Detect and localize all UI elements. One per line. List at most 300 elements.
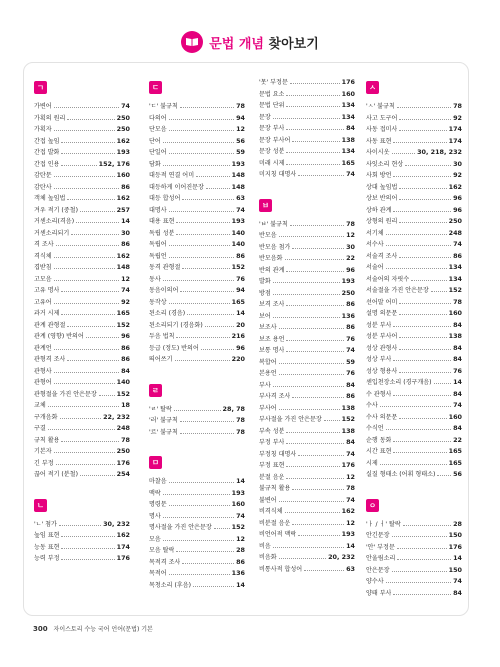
index-entry xyxy=(149,147,245,159)
entry-page-number: 150 xyxy=(448,531,462,539)
entry-page-number: 94 xyxy=(236,286,245,294)
entry-page-number: 12 xyxy=(121,274,130,283)
entry-term: 동격 관형절 xyxy=(149,264,181,271)
page-number: 300 xyxy=(33,625,48,633)
entry-page-number: 92 xyxy=(121,297,130,306)
entry-page-number: 28, 78 xyxy=(222,404,245,413)
section-letter-badge: ㅇ xyxy=(366,499,379,512)
index-entry xyxy=(366,377,462,389)
entry-term: 대등 합성어 xyxy=(149,195,181,202)
entry-page-number: 152 xyxy=(448,286,462,294)
entry-page-number: 162 xyxy=(116,194,130,202)
index-entry xyxy=(34,101,130,113)
entry-term: 능동 표현 xyxy=(34,543,60,551)
index-entry xyxy=(366,274,462,286)
dot-leader xyxy=(286,100,339,107)
entry-page-number: 162 xyxy=(116,251,130,260)
entry-page-number: 165 xyxy=(448,458,462,467)
entry-term: 사고 도구어 xyxy=(366,114,398,122)
entry-term: 수사 xyxy=(366,402,378,409)
index-entry xyxy=(149,124,245,136)
dot-leader xyxy=(393,205,451,212)
entry-page-number: 160 xyxy=(448,309,462,317)
entry-page-number: 86 xyxy=(121,240,130,248)
entry-page-number: 76 xyxy=(236,274,245,283)
index-entry xyxy=(149,182,245,194)
index-entry xyxy=(366,343,462,355)
entry-term: 등급 (정도) 반의어 xyxy=(149,344,199,352)
dot-leader xyxy=(403,519,451,526)
dot-leader xyxy=(386,423,451,430)
entry-term: 가획의 원리 xyxy=(34,114,66,122)
entry-page-number: 78 xyxy=(236,427,245,436)
entry-term: 센입천장소리 (경구개음) xyxy=(366,379,432,386)
index-entry xyxy=(34,216,130,228)
entry-page-number: 96 xyxy=(453,194,462,202)
entry-page-number: 152 xyxy=(341,415,355,423)
entry-page-number: 250 xyxy=(116,113,130,122)
index-entry xyxy=(259,391,355,403)
entry-page-number: 22, 232 xyxy=(103,412,130,421)
entry-term: 가변어 xyxy=(34,103,52,110)
entry-term: 두음 법칙 xyxy=(149,333,175,340)
entry-term: 'ㅏ / ㅓ' 탈락 xyxy=(366,520,401,528)
entry-page-number: 30, 232 xyxy=(103,519,130,528)
dot-leader xyxy=(205,320,234,327)
entry-term: 사이시옷 xyxy=(366,149,390,156)
entry-term: 겹받침 xyxy=(34,264,52,271)
dot-leader xyxy=(286,158,339,165)
index-column-3 xyxy=(259,77,355,575)
index-entry xyxy=(259,380,355,392)
index-entry xyxy=(259,100,355,112)
index-entry xyxy=(149,308,245,320)
dot-leader xyxy=(399,308,446,315)
index-entry xyxy=(259,495,355,507)
index-entry xyxy=(149,113,245,125)
entry-page-number: 254 xyxy=(116,470,130,478)
entry-term: 양태 부사 xyxy=(366,589,392,597)
entry-term: 서기체 xyxy=(366,229,384,237)
entry-page-number: 78 xyxy=(346,219,355,228)
index-entry xyxy=(366,285,462,297)
entry-term: 맥락 xyxy=(149,489,161,497)
entry-page-number: 176 xyxy=(448,542,462,551)
section-gap xyxy=(259,181,355,195)
dot-leader xyxy=(163,274,234,281)
entry-term: 비언어적 맥락 xyxy=(259,531,297,538)
dot-leader xyxy=(67,354,119,361)
index-entry xyxy=(259,288,355,300)
page-footer xyxy=(33,624,153,633)
entry-term: 단일어 xyxy=(149,149,167,156)
entry-term: 'ㄴ' 첨가 xyxy=(34,520,57,528)
dot-leader xyxy=(67,193,114,200)
index-entry xyxy=(259,219,355,231)
entry-term: '르' 불규칙 xyxy=(149,428,178,436)
entry-term: 서수사 xyxy=(366,241,384,248)
dot-leader xyxy=(399,297,451,304)
section-letter-badge: ㄷ xyxy=(149,81,162,94)
dot-leader xyxy=(80,469,115,476)
index-entry xyxy=(366,389,462,401)
entry-term: 방점 xyxy=(259,289,271,297)
dot-leader xyxy=(201,343,234,350)
dot-leader xyxy=(61,542,114,549)
entry-term: 미래 시제 xyxy=(259,159,285,167)
index-entry xyxy=(366,182,462,194)
entry-page-number: 84 xyxy=(453,588,462,597)
dot-leader xyxy=(61,435,119,442)
entry-page-number: 250 xyxy=(116,447,130,455)
entry-page-number: 84 xyxy=(346,380,355,389)
entry-page-number: 86 xyxy=(236,557,245,566)
entry-page-number: 84 xyxy=(453,389,462,398)
dot-leader xyxy=(180,101,234,108)
dot-leader xyxy=(380,400,451,407)
entry-term: 모음 xyxy=(149,535,161,543)
index-entry xyxy=(34,400,130,412)
entry-page-number: 28 xyxy=(453,519,462,528)
entry-term: 성상 부사 xyxy=(366,356,392,363)
dot-leader xyxy=(399,113,451,120)
entry-page-number: 152, 176 xyxy=(98,159,130,168)
index-entry xyxy=(259,460,355,472)
dot-leader xyxy=(80,205,115,212)
dot-leader xyxy=(273,541,344,548)
dot-leader xyxy=(71,228,119,235)
entry-page-number: 136 xyxy=(231,569,245,577)
entry-term: 관계언 xyxy=(34,344,52,352)
entry-term: 반모음 xyxy=(259,232,277,239)
index-entry xyxy=(149,101,245,113)
entry-page-number: 74 xyxy=(346,170,355,178)
entry-term: 'ㄷ' 불규칙 xyxy=(149,103,178,110)
entry-page-number: 193 xyxy=(341,277,355,285)
dot-leader xyxy=(279,368,344,375)
dot-leader xyxy=(54,446,115,453)
index-entry xyxy=(149,297,245,309)
index-entry xyxy=(149,159,245,171)
index-entry xyxy=(366,228,462,240)
entry-term: 동작상 xyxy=(149,298,167,306)
index-entry xyxy=(149,320,245,332)
entry-term: 비음화 xyxy=(259,554,277,561)
entry-page-number: 84 xyxy=(346,438,355,446)
entry-page-number: 176 xyxy=(116,458,130,467)
entry-page-number: 160 xyxy=(448,412,462,421)
entry-term: 시간 표현 xyxy=(366,448,392,455)
dot-leader xyxy=(399,216,446,223)
index-entry xyxy=(34,412,130,424)
entry-term: 띄어쓰기 xyxy=(149,356,173,363)
entry-page-number: 86 xyxy=(346,300,355,308)
entry-page-number: 176 xyxy=(341,78,355,86)
entry-term: 고모음 xyxy=(34,275,52,283)
entry-term: 겨우 적기 (중철) xyxy=(34,206,78,214)
dot-leader xyxy=(169,297,230,304)
entry-term: 간접 높임 xyxy=(34,137,60,145)
index-entry xyxy=(34,446,130,458)
entry-page-number: 165 xyxy=(231,297,245,306)
index-entry xyxy=(259,77,355,89)
index-entry xyxy=(259,230,355,242)
dot-leader xyxy=(292,242,344,249)
index-entry xyxy=(366,458,462,470)
entry-page-number: 148 xyxy=(116,263,130,271)
entry-page-number: 134 xyxy=(448,263,462,271)
entry-term: 비분절 음운 xyxy=(259,519,291,527)
entry-term: 서술어 xyxy=(366,264,384,271)
entry-page-number: 150 xyxy=(448,565,462,574)
entry-term: 문장 성분 xyxy=(259,148,285,155)
entry-page-number: 14 xyxy=(453,554,462,562)
dot-leader xyxy=(279,357,344,364)
dot-leader xyxy=(54,274,119,281)
dot-leader xyxy=(386,576,451,583)
entry-page-number: 74 xyxy=(346,495,355,504)
index-entry xyxy=(149,568,245,580)
entry-page-number: 92 xyxy=(453,171,462,179)
entry-term: 본용언 xyxy=(259,370,277,377)
dot-leader xyxy=(397,553,451,560)
index-entry xyxy=(149,170,245,182)
index-entry xyxy=(259,357,355,369)
index-entry xyxy=(259,112,355,124)
entry-page-number: 22 xyxy=(453,435,462,444)
entry-page-number: 174 xyxy=(448,125,462,133)
section-letter-badge: ㄱ xyxy=(34,81,47,94)
entry-term: 보통 명사 xyxy=(259,347,285,354)
title-part-concept: 개념 xyxy=(238,36,264,52)
dot-leader xyxy=(169,205,234,212)
dot-leader xyxy=(393,389,451,396)
section-gap xyxy=(366,481,462,495)
entry-term: 상하 관계 xyxy=(366,206,392,214)
index-entry xyxy=(259,414,355,426)
dot-leader xyxy=(59,519,101,526)
dot-leader xyxy=(286,426,339,433)
index-entry xyxy=(149,522,245,534)
entry-page-number: 78 xyxy=(121,435,130,444)
entry-page-number: 193 xyxy=(116,148,130,156)
entry-page-number: 78 xyxy=(453,297,462,306)
dot-leader xyxy=(182,193,234,200)
dot-leader xyxy=(399,343,451,350)
page-header xyxy=(0,30,500,54)
entry-page-number: 148 xyxy=(231,182,245,191)
index-entry xyxy=(366,297,462,309)
dot-leader xyxy=(273,380,344,387)
dot-leader xyxy=(286,460,339,467)
dot-leader xyxy=(54,251,115,258)
entry-page-number: 84 xyxy=(453,355,462,363)
dot-leader xyxy=(214,522,230,529)
index-entry xyxy=(34,113,130,125)
index-entry xyxy=(366,320,462,332)
entry-page-number: 160 xyxy=(231,500,245,508)
index-entry xyxy=(366,423,462,435)
index-entry xyxy=(149,557,245,569)
entry-page-number: 14 xyxy=(236,477,245,485)
dot-leader xyxy=(61,136,114,143)
index-entry xyxy=(259,403,355,415)
dot-leader xyxy=(54,170,115,177)
entry-page-number: 59 xyxy=(236,148,245,156)
entry-term: 목적격 조사 xyxy=(149,558,181,566)
entry-page-number: 76 xyxy=(453,366,462,375)
dot-leader xyxy=(180,415,234,422)
dot-leader xyxy=(279,552,326,559)
entry-term: 불변어 xyxy=(259,496,277,504)
entry-term: 양수사 xyxy=(366,578,384,585)
dot-leader xyxy=(180,285,234,292)
entry-page-number: 74 xyxy=(236,511,245,520)
entry-page-number: 86 xyxy=(346,392,355,400)
dot-leader xyxy=(169,499,230,506)
entry-page-number: 76 xyxy=(346,369,355,377)
entry-page-number: 30, 218, 232 xyxy=(417,148,462,156)
index-entry xyxy=(34,435,130,447)
entry-page-number: 14 xyxy=(236,580,245,589)
dot-leader xyxy=(393,588,451,595)
entry-page-number: 78 xyxy=(236,416,245,424)
index-entry xyxy=(259,146,355,158)
dot-leader xyxy=(279,322,344,329)
entry-page-number: 193 xyxy=(231,488,245,497)
dot-leader xyxy=(298,449,344,456)
entry-term: 부정칭 대명사 xyxy=(259,450,297,458)
dot-leader xyxy=(386,228,447,235)
dot-leader xyxy=(286,265,344,272)
index-entry xyxy=(366,530,462,542)
dot-leader xyxy=(399,366,451,373)
entry-term: 부사격 조사 xyxy=(259,393,291,400)
entry-term: 시제 xyxy=(366,459,378,467)
index-entry xyxy=(34,251,130,263)
index-entry xyxy=(149,404,245,416)
dot-leader xyxy=(169,113,234,120)
entry-term: 사동 표현 xyxy=(366,137,392,145)
dot-leader xyxy=(163,159,230,166)
dot-leader xyxy=(286,123,344,130)
entry-term: 분절 음운 xyxy=(259,473,285,481)
dot-leader xyxy=(169,251,234,258)
dot-leader xyxy=(196,170,230,177)
entry-term: 명사절을 가진 안은문장 xyxy=(149,524,212,531)
dot-leader xyxy=(399,193,451,200)
entry-term: 'ㄹ' 탈락 xyxy=(149,405,172,413)
index-entry xyxy=(366,412,462,424)
dot-leader xyxy=(392,147,416,154)
dot-leader xyxy=(175,354,230,361)
index-entry xyxy=(34,343,130,355)
entry-term: 성분 부사 xyxy=(366,321,392,329)
dot-leader xyxy=(393,320,451,327)
dot-leader xyxy=(54,366,119,373)
entry-page-number: 14 xyxy=(121,217,130,225)
index-entry xyxy=(149,534,245,546)
index-entry xyxy=(34,320,130,332)
entry-term: 복합어 xyxy=(259,358,277,366)
index-entry xyxy=(259,368,355,380)
page-title xyxy=(209,33,319,52)
dot-leader xyxy=(397,542,447,549)
entry-term: 사잇소리 현상 xyxy=(366,160,404,168)
dot-leader xyxy=(182,262,229,269)
index-entry xyxy=(259,276,355,288)
index-entry xyxy=(149,427,245,439)
entry-term: 보격 조사 xyxy=(259,301,285,308)
dot-leader xyxy=(286,299,344,306)
entry-page-number: 140 xyxy=(116,378,130,386)
dot-leader xyxy=(56,458,115,465)
section-gap xyxy=(149,366,245,380)
entry-page-number: 84 xyxy=(346,124,355,132)
index-entry xyxy=(34,530,130,542)
entry-page-number: 248 xyxy=(116,424,130,432)
entry-term: 구개음화 xyxy=(34,413,58,421)
entry-page-number: 138 xyxy=(448,332,462,340)
entry-term: 문법 단위 xyxy=(259,102,285,109)
dot-leader xyxy=(60,412,102,419)
index-entry xyxy=(34,297,130,309)
dot-leader xyxy=(273,311,340,318)
entry-page-number: 220 xyxy=(231,355,245,363)
entry-term: 수식언 xyxy=(366,425,384,432)
dot-leader xyxy=(386,239,451,246)
entry-term: 관형어 xyxy=(34,379,52,386)
entry-term: 문법 요소 xyxy=(259,90,285,98)
index-entry xyxy=(34,519,130,531)
entry-page-number: 174 xyxy=(116,542,130,551)
entry-term: 독립언 xyxy=(149,252,167,260)
entry-page-number: 63 xyxy=(346,564,355,573)
dot-leader xyxy=(182,557,234,564)
entry-page-number: 76 xyxy=(346,334,355,343)
entry-page-number: 84 xyxy=(121,366,130,375)
index-entry xyxy=(34,124,130,136)
index-entry xyxy=(34,193,130,205)
index-entry xyxy=(149,239,245,251)
entry-term: 관계 (영향) 반의어 xyxy=(34,333,84,340)
index-entry xyxy=(366,159,462,171)
entry-page-number: 134 xyxy=(341,112,355,121)
entry-page-number: 92 xyxy=(453,113,462,122)
index-entry xyxy=(149,285,245,297)
index-entry xyxy=(34,136,130,148)
entry-term: 안울림소리 xyxy=(366,555,396,562)
dot-leader xyxy=(290,77,340,84)
dot-leader xyxy=(286,437,344,444)
section-letter-badge: ㅁ xyxy=(149,456,162,469)
index-entry xyxy=(149,343,245,355)
dot-leader xyxy=(292,391,344,398)
index-entry xyxy=(34,170,130,182)
index-entry xyxy=(34,354,130,366)
dot-leader xyxy=(292,135,339,142)
index-entry xyxy=(259,541,355,553)
index-entry xyxy=(366,435,462,447)
entry-term: 보어 xyxy=(259,312,271,320)
dot-leader xyxy=(431,285,447,292)
entry-page-number: 14 xyxy=(236,309,245,317)
entry-page-number: 96 xyxy=(121,332,130,340)
section-letter-badge: ㄴ xyxy=(34,499,47,512)
entry-term: 객체 높임법 xyxy=(34,195,66,202)
dot-leader xyxy=(386,262,447,269)
index-entry xyxy=(259,169,355,181)
